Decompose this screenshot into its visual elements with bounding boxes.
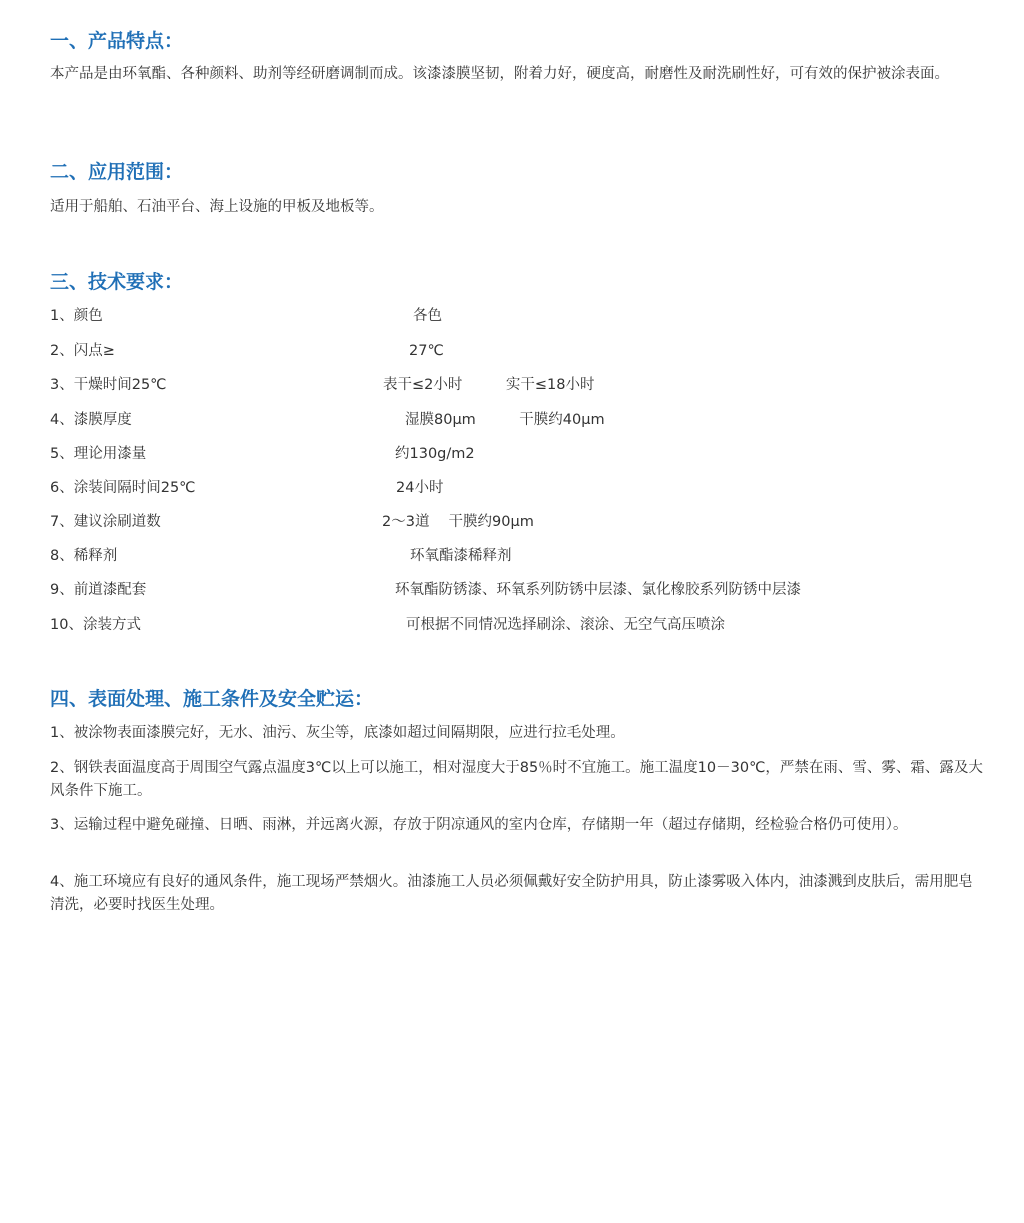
section-title-tech: 三、技术要求： [50, 271, 184, 293]
spec-label: 3、干燥时间25℃ [50, 377, 167, 393]
spec-label: 9、前道漆配套 [50, 582, 147, 598]
spec-value: 环氧酯防锈漆、环氧系列防锈中层漆、氯化橡胶系列防锈中层漆 [395, 582, 801, 598]
spec-value: 湿膜80μm 干膜约40μm [405, 412, 605, 428]
spec-label: 5、理论用漆量 [50, 446, 147, 462]
spec-row [50, 374, 990, 396]
features-text: 本产品是由环氧酯、各种颜料、助剂等经研磨调制而成。该漆漆膜坚韧，附着力好，硬度高，耐磨性及耐洗刷性好，可有效的保护被涂表面。 [50, 66, 949, 82]
spec-row [50, 579, 990, 601]
spec-label: 8、稀释剂 [50, 548, 118, 564]
spec-label: 6、涂装间隔时间25℃ [50, 480, 196, 496]
spec-row [50, 409, 990, 431]
surface-item: 4、施工环境应有良好的通风条件，施工现场严禁烟火。油漆施工人员必须佩戴好安全防护用具，防止漆雾吸入体内，油漆溅到皮肤后，需用肥皂清洗，必要时找医生处理。 [50, 874, 973, 913]
spec-value: 可根据不同情况选择刷涂、滚涂、无空气高压喷涂 [406, 617, 725, 633]
spec-value: 表干≤2小时 实干≤18小时 [383, 377, 595, 393]
spec-value: 27℃ [409, 343, 444, 359]
spec-row [50, 614, 990, 636]
spec-value: 环氧酯漆稀释剂 [410, 548, 512, 564]
spec-label: 7、建议涂刷道数 [50, 514, 161, 530]
spec-value: 各色 [413, 308, 442, 324]
spec-row [50, 443, 990, 465]
spec-row [50, 511, 990, 533]
section-title-surface: 四、表面处理、施工条件及安全贮运： [50, 688, 374, 710]
surface-item: 2、钢铁表面温度高于周围空气露点温度3℃以上可以施工，相对湿度大于85％时不宜施工。施工温度10－30℃，严禁在雨、雪、雾、霜、露及大风条件下施工。 [50, 760, 983, 799]
spec-label: 1、颜色 [50, 308, 103, 324]
spec-row [50, 477, 990, 499]
spec-label: 4、漆膜厚度 [50, 412, 132, 428]
spec-label: 2、闪点≥ [50, 343, 115, 359]
surface-item: 1、被涂物表面漆膜完好，无水、油污、灰尘等，底漆如超过间隔期限，应进行拉毛处理。 [50, 725, 625, 741]
section-title-application: 二、应用范围： [50, 161, 184, 183]
spec-row [50, 340, 990, 362]
spec-value: 约130g/m2 [395, 446, 475, 462]
spec-value: 2～3道 干膜约90μm [382, 514, 534, 530]
spec-row [50, 305, 990, 327]
application-text: 适用于船舶、石油平台、海上设施的甲板及地板等。 [50, 199, 384, 215]
surface-item: 3、运输过程中避免碰撞、日晒、雨淋，并远离火源，存放于阴凉通风的室内仓库，存储期一年（超过存储期，经检验合格仍可使用）。 [50, 817, 908, 833]
spec-row [50, 545, 990, 567]
section-title-features: 一、产品特点： [50, 30, 184, 52]
spec-label: 10、涂装方式 [50, 617, 141, 633]
spec-value: 24小时 [396, 480, 444, 496]
